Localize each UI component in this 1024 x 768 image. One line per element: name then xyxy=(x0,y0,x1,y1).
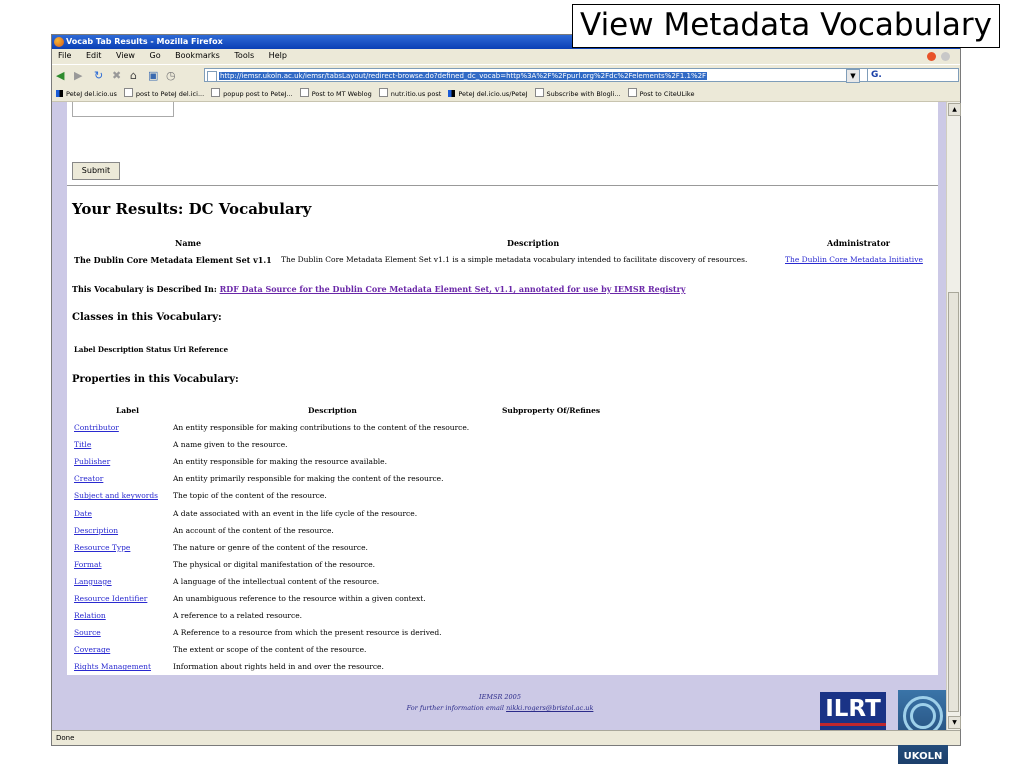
property-row xyxy=(67,661,938,678)
property-row xyxy=(67,439,938,456)
vertical-scrollbar[interactable] xyxy=(946,102,960,730)
footer-line1: IEMSR 2005 xyxy=(479,693,521,701)
property-label-link[interactable]: Format xyxy=(74,559,102,569)
page-icon xyxy=(207,71,217,82)
property-row xyxy=(67,508,938,525)
property-description: Information about rights held in and over the resource. xyxy=(173,662,384,672)
ilrt-logo xyxy=(820,692,886,730)
property-label-link[interactable]: Subject and keywords xyxy=(74,491,159,501)
properties-header-description: Description xyxy=(308,406,357,415)
delicious-icon xyxy=(56,90,63,97)
menu-edit[interactable]: Edit xyxy=(85,51,102,60)
property-description: The physical or digital manifestation of the resource. xyxy=(173,559,376,569)
page-icon xyxy=(124,88,133,97)
slide-title: View Metadata Vocabulary xyxy=(572,4,1000,48)
ukoln-logo xyxy=(898,690,948,764)
vocab-header-name: Name xyxy=(175,238,202,248)
vocab-header-administrator: Administrator xyxy=(827,238,891,248)
url-text: http://iemsr.ukoln.ac.uk/iemsr/tabsLayout/redirect-browse.do?defined_dc_vocab=http%3A%2F%2Fpurl.org%2Fdc%2Felements%2F1.1%2F xyxy=(220,72,707,80)
ilrt-logo-bar xyxy=(820,723,886,726)
property-description: An entity responsible for making contributions to the content of the resource. xyxy=(173,423,470,432)
bookmark-item[interactable] xyxy=(535,87,621,101)
described-in-label: This Vocabulary is Described In: xyxy=(72,284,217,294)
property-label-link[interactable]: Title xyxy=(74,440,92,450)
bookmark-item[interactable] xyxy=(300,87,372,101)
divider xyxy=(67,185,938,186)
navigation-toolbar xyxy=(52,64,960,88)
stop-nav-icon[interactable]: ✖ xyxy=(112,69,122,82)
properties-header-subproperty: Subproperty Of/Refines xyxy=(502,406,601,415)
bookmark-label: post to PeteJ del.ici... xyxy=(135,90,205,98)
property-row xyxy=(67,490,938,507)
stop-icon[interactable] xyxy=(927,52,936,61)
url-input[interactable] xyxy=(204,68,894,82)
property-description: The topic of the content of the resource. xyxy=(173,491,327,501)
property-description: An entity primarily responsible for making the content of the resource. xyxy=(173,474,444,484)
search-field[interactable] xyxy=(72,102,174,117)
page-icon xyxy=(628,88,637,97)
property-row xyxy=(67,644,938,661)
property-row xyxy=(67,473,938,490)
menu-help[interactable]: Help xyxy=(268,51,287,60)
property-description: A name given to the resource. xyxy=(173,440,288,450)
property-label-link[interactable]: Resource Identifier xyxy=(74,594,148,603)
home-icon[interactable]: ⌂ xyxy=(130,69,137,82)
bookmark-item[interactable] xyxy=(379,87,442,101)
ukoln-logo-text: UKOLN xyxy=(903,751,943,762)
classes-title: Classes in this Vocabulary: xyxy=(72,312,222,323)
property-row xyxy=(67,593,938,610)
delicious-icon xyxy=(448,90,455,97)
property-label-link[interactable]: Contributor xyxy=(74,423,119,432)
results-title: Your Results: DC Vocabulary xyxy=(72,200,312,218)
page-icon xyxy=(535,88,544,97)
footer-prefix: For further information email xyxy=(406,704,504,712)
bookmark-item[interactable] xyxy=(448,87,527,101)
property-label-link[interactable]: Description xyxy=(74,525,119,535)
history-icon[interactable]: ◷ xyxy=(166,69,176,82)
bookmark-item[interactable] xyxy=(628,87,695,101)
window-title: Vocab Tab Results - Mozilla Firefox xyxy=(66,37,223,46)
throbber-icon xyxy=(941,52,950,61)
described-in xyxy=(72,284,685,294)
property-label-link[interactable]: Publisher xyxy=(74,457,111,467)
scroll-up-icon[interactable]: ▲ xyxy=(948,103,961,116)
search-input[interactable]: G. xyxy=(867,68,959,82)
property-description: An account of the content of the resource. xyxy=(173,525,334,535)
bookmark-label: PeteJ del.icio.us/PeteJ xyxy=(458,90,528,98)
bookmark-item[interactable] xyxy=(56,87,117,101)
bookmark-label: PeteJ del.icio.us xyxy=(66,90,117,98)
page-icon xyxy=(379,88,388,97)
property-row xyxy=(67,627,938,644)
property-description: An entity responsible for making the resource available. xyxy=(173,457,388,467)
property-description: An unambiguous reference to the resource within a given context. xyxy=(173,594,426,603)
property-label-link[interactable]: Resource Type xyxy=(74,542,131,552)
bookmark-label: Post to MT Weblog xyxy=(311,90,372,98)
menu-view[interactable]: View xyxy=(115,51,135,60)
property-description: The nature or genre of the content of the resource. xyxy=(173,542,368,552)
property-row xyxy=(67,559,938,576)
properties-title: Properties in this Vocabulary: xyxy=(72,374,239,385)
footer-email-link[interactable]: nikki.rogers@bristol.ac.uk xyxy=(506,704,594,712)
ilrt-logo-text: ILRT xyxy=(825,696,881,722)
property-row xyxy=(67,525,938,542)
property-description: A Reference to a resource from which the present resource is derived. xyxy=(173,628,442,638)
vocab-name: The Dublin Core Metadata Element Set v1.1 xyxy=(74,255,272,265)
submit-button[interactable]: Submit xyxy=(72,162,120,180)
results-panel xyxy=(67,102,938,675)
scroll-thumb[interactable] xyxy=(948,292,959,712)
property-description: A reference to a related resource. xyxy=(173,611,303,621)
menu-bar xyxy=(52,49,960,63)
page-icon xyxy=(211,88,220,97)
back-icon[interactable]: ◀ xyxy=(56,69,65,82)
property-row xyxy=(67,576,938,593)
property-label-link[interactable]: Creator xyxy=(74,474,104,484)
menu-tools[interactable]: Tools xyxy=(234,51,255,60)
properties-header-label: Label xyxy=(116,406,139,415)
bookmark-label: popup post to PeteJ... xyxy=(223,90,293,98)
menu-file[interactable]: File xyxy=(58,51,72,60)
bookmarks-toolbar xyxy=(52,87,960,102)
property-row xyxy=(67,422,938,439)
described-in-link[interactable]: RDF Data Source for the Dublin Core Metadata Element Set, v1.1, annotated for use by IEMSR Registry xyxy=(219,284,686,294)
property-label-link[interactable]: Date xyxy=(74,508,92,518)
property-row xyxy=(67,610,938,627)
browser-window xyxy=(51,34,961,762)
vocab-header-description: Description xyxy=(507,238,560,248)
bookmark-page-icon[interactable]: ▣ xyxy=(148,69,159,82)
property-row xyxy=(67,456,938,473)
bookmark-label: Post to CiteULike xyxy=(639,90,695,98)
page-icon xyxy=(300,88,309,97)
property-label-link[interactable]: Rights Management xyxy=(74,662,152,672)
status-bar: Done xyxy=(52,730,960,745)
bookmark-label: nutr.itio.us post xyxy=(390,90,442,98)
vocab-administrator-link[interactable]: The Dublin Core Metadata Initiative xyxy=(785,255,923,264)
property-description: A date associated with an event in the life cycle of the resource. xyxy=(173,508,418,518)
property-label-link[interactable]: Coverage xyxy=(74,645,111,655)
menu-go[interactable]: Go xyxy=(149,51,161,60)
classes-header: Label Description Status Uri Reference xyxy=(74,345,229,354)
property-description: A language of the intellectual content of the resource. xyxy=(173,576,380,586)
reload-icon[interactable]: ↻ xyxy=(94,69,104,82)
bookmark-item[interactable] xyxy=(124,87,204,101)
property-label-link[interactable]: Source xyxy=(74,628,101,638)
property-label-link[interactable]: Relation xyxy=(74,611,106,621)
property-row xyxy=(67,542,938,559)
footer xyxy=(52,692,948,714)
forward-icon[interactable]: ▶ xyxy=(74,69,83,82)
footer-line2 xyxy=(52,703,948,714)
bookmark-label: Subscribe with Blogli... xyxy=(546,90,621,98)
property-label-link[interactable]: Language xyxy=(74,576,112,586)
property-description: The extent or scope of the content of the resource. xyxy=(173,645,367,655)
vocab-description: The Dublin Core Metadata Element Set v1.1 is a simple metadata vocabulary intended to facilitate discovery of resources. xyxy=(281,255,748,264)
ukoln-ring-inner xyxy=(910,703,936,729)
bookmark-item[interactable] xyxy=(211,87,293,101)
menu-bookmarks[interactable]: Bookmarks xyxy=(175,51,220,60)
scroll-down-icon[interactable]: ▼ xyxy=(948,716,961,729)
firefox-icon xyxy=(54,37,64,47)
url-dropdown-icon[interactable]: ▼ xyxy=(846,69,860,83)
